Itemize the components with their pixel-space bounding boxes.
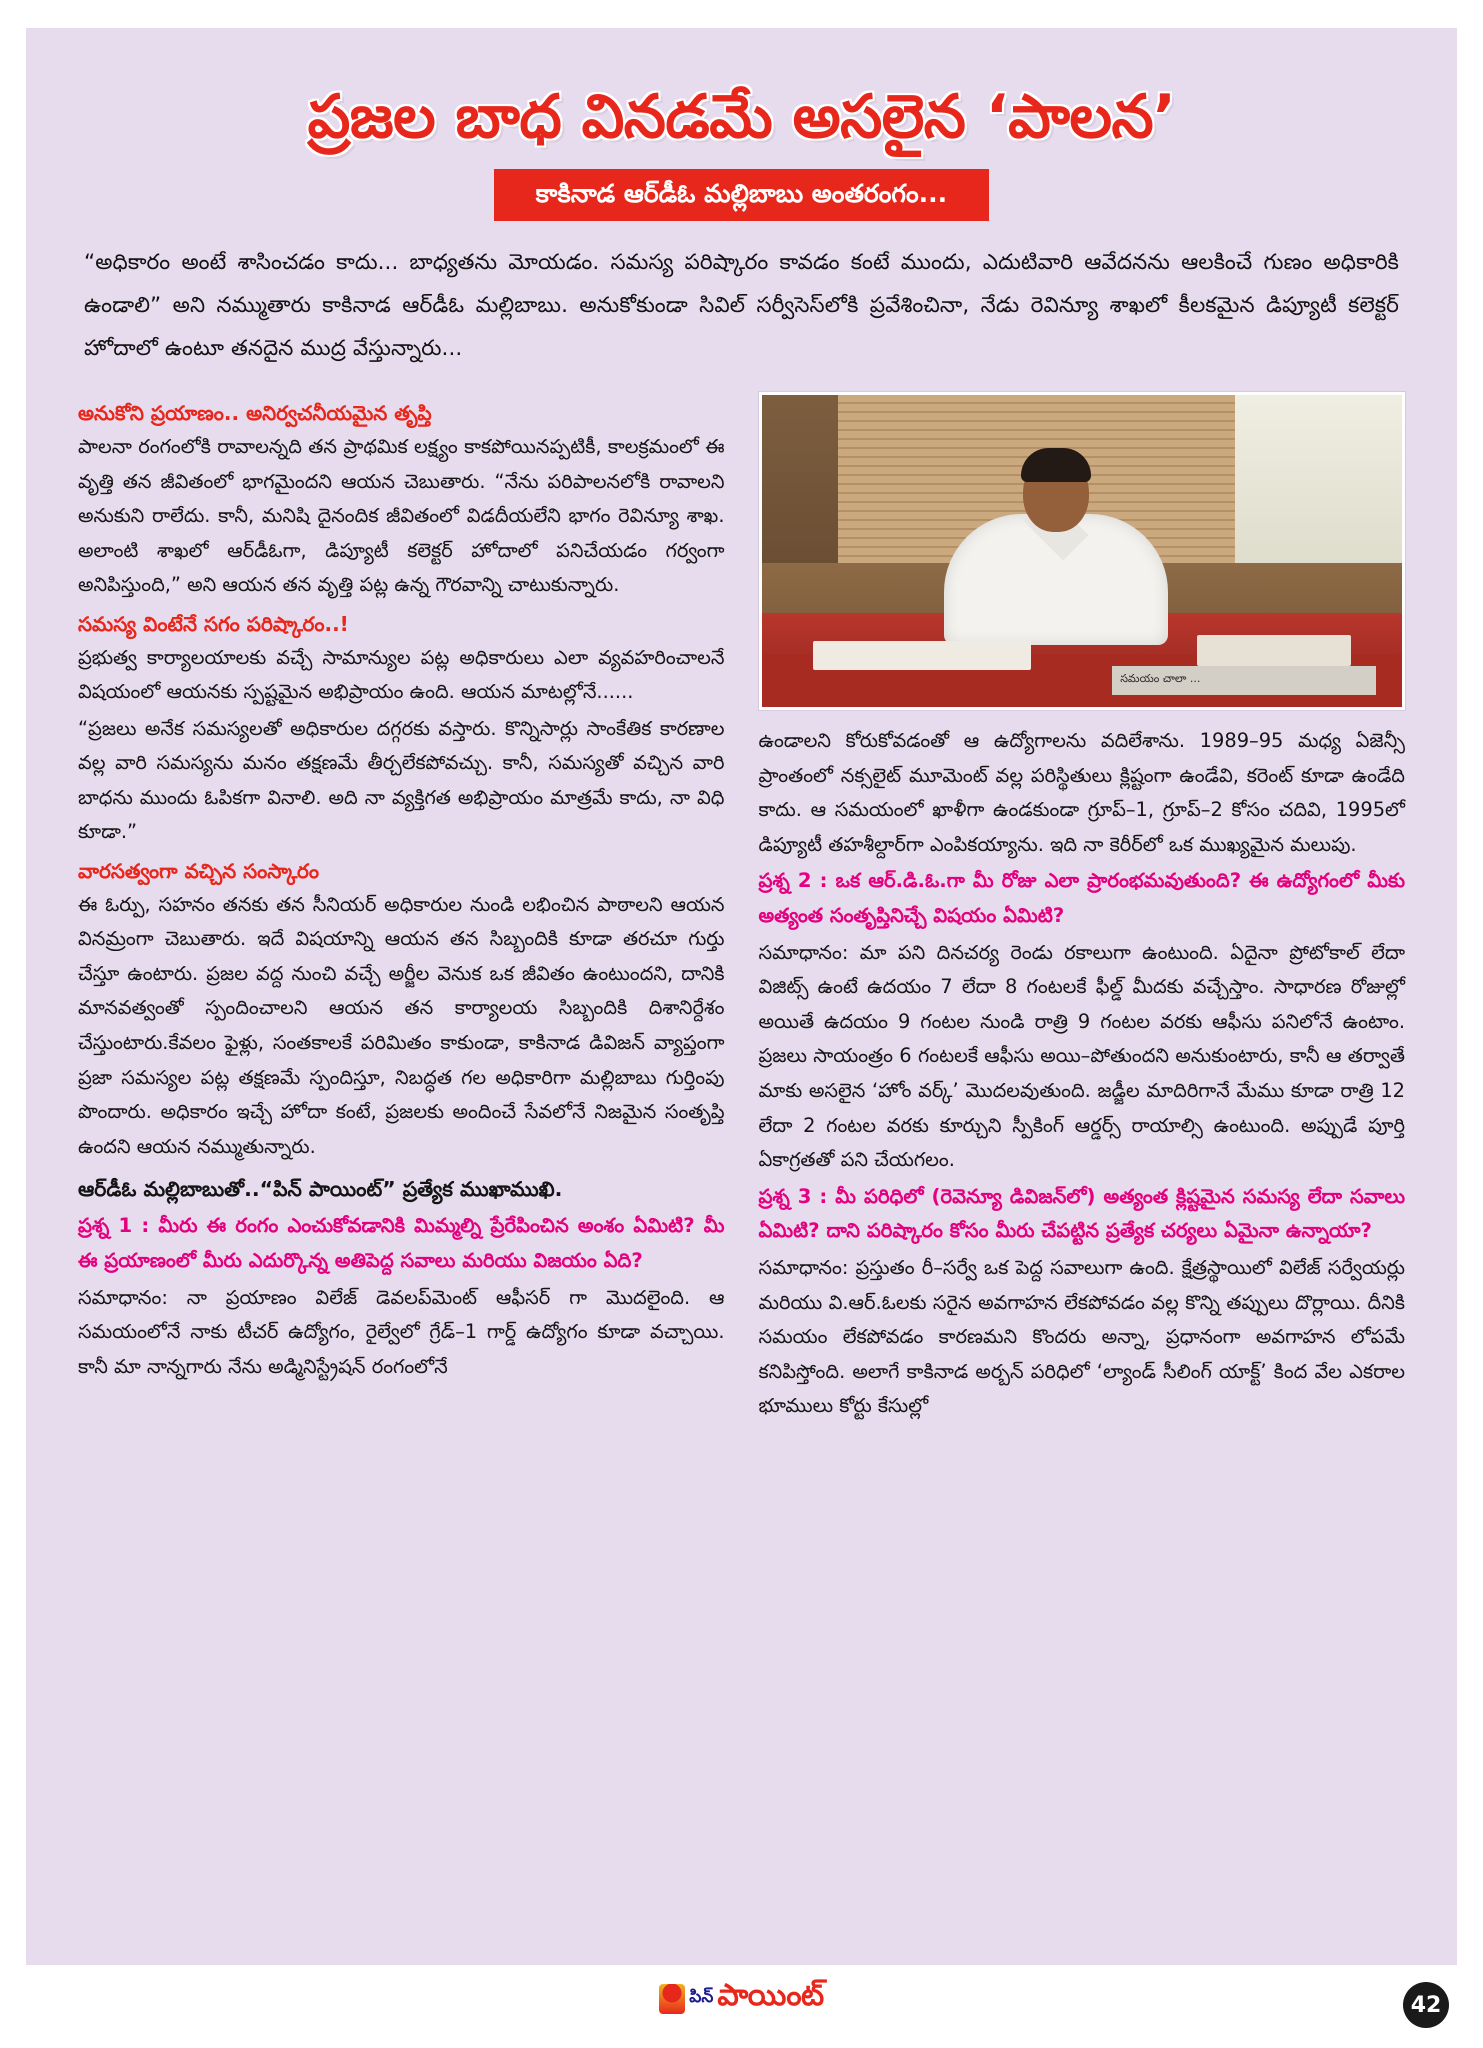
pin-icon — [659, 1984, 685, 2014]
page-number-badge: 42 — [1403, 1982, 1449, 2028]
subhead-heritage: వారసత్వంగా వచ్చిన సంస్కారం — [78, 858, 319, 883]
subhead-listening: సమస్య వింటేనే సగం పరిష్కారం..! — [78, 611, 349, 636]
para-listening-1: ప్రభుత్వ కార్యాలయాలకు వచ్చే సామాన్యుల పట్ల అధికారులు ఎలా వ్యవహరించాలనే విషయంలో ఆయనకు స్పష్టమైన అభిప్రాయం ఉంది. ఆయన మాటల్లోనే...... — [78, 645, 725, 704]
intro-paragraph: “అధికారం అంటే శాసించడం కాదు... బాధ్యతను మోయడం. సమస్య పరిష్కారం కావడం కంటే ముందు, ఎదుటివారి ఆవేదనను ఆలకించే గుణం అధికారికి ఉండాలి” అని నమ్ముతారు కాకినాడ ఆర్‌డీఓ మల్లిబాబు. అనుకోకుండా సివిల్ సర్వీసెస్‌లోకి ప్రవేశించినా, నేడు రెవిన్యూ శాఖలో కీలకమైన డిప్యూటీ కలెక్టర్ హోదాలో ఉంటూ తనదైన ముద్ర వేస్తున్నారు... — [84, 250, 1399, 361]
question-3: ప్రశ్న 3 : మీ పరిధిలో (రెవెన్యూ డివిజన్‌లో) అత్యంత క్లిష్టమైన సమస్య లేదా సవాలు ఏమిటి? దాని పరిష్కారం కోసం మీరు చేపట్టిన ప్రత్యేక చర్యలు ఏమైనా ఉన్నాయా? — [758, 1184, 1405, 1243]
lead-interview: ఆర్‌డీఓ మల్లిబాబుతో..“పిన్ పాయింట్” ప్రత్యేక ముఖాముఖి. — [78, 1177, 563, 1202]
answer-3: సమాధానం: ప్రస్తుతం రీ–సర్వే ఒక పెద్ద సవాలుగా ఉంది. క్షేత్రస్థాయిలో విలేజ్ సర్వేయర్లు మరియు వి.ఆర్.ఓలకు సరైన అవగాహన లేకపోవడం వల్ల కొన్ని తప్పులు దొర్లాయి. దీనికి సమయం లేకపోవడం కారణమని కొందరు అన్నా, ప్రధానంగా అవగాహన లోపమే కనిపిస్తోంది. అలాగే కాకినాడ అర్బన్ పరిధిలో ‘ల్యాండ్ సీలింగ్ యాక్ట్’ కింద వేల ఎకరాల భూములు కోర్టు కేసుల్లో — [758, 1256, 1405, 1418]
subtitle-banner: కాకినాడ ఆర్‌డీఓ మల్లిబాబు అంతరంగం... — [494, 169, 989, 221]
answer-1-cont: ఉండాలని కోరుకోవడంతో ఆ ఉద్యోగాలను వదిలేశాను. 1989–95 మధ్య ఏజెన్సీ ప్రాంతంలో నక్సలైట్ మూమెంట్ వల్ల పరిస్థితులు క్లిష్టంగా ఉండేవి, కరెంట్ కూడా ఉండేది కాదు. ఆ సమయంలో ఖాళీగా ఉండకుండా గ్రూప్–1, గ్రూప్–2 కోసం చదివి, 1995లో డిప్యూటీ తహశీల్దార్‌గా ఎంపికయ్యాను. ఇది నా కెరీర్‌లో ఒక ముఖ్యమైన మలుపు. — [758, 729, 1405, 856]
photo-window-right — [1235, 395, 1402, 563]
right-column — [759, 392, 1406, 2030]
subtitle-banner-wrap — [78, 169, 1405, 221]
officer-photo — [759, 392, 1406, 710]
page-headline: ప్రజల బాధ వినడమే అసలైన ‘పాలన’ — [307, 82, 1176, 152]
para-listening-2: “ప్రజలు అనేక సమస్యలతో అధికారుల దగ్గరకు వస్తారు. కొన్నిసార్లు సాంకేతిక కారణాల వల్ల వారి సమస్యను మనం తక్షణమే తీర్చలేకపోవచ్చు. కానీ, సమస్యతో వచ్చిన వారి బాధను ముందు ఓపికగా వినాలి. అది నా వ్యక్తిగత అభిప్రాయం మాత్రమే కాదు, నా విధి కూడా.” — [78, 716, 725, 844]
subhead-journey: అనుకోని ప్రయాణం.. అనిర్వచనీయమైన తృప్తి — [78, 401, 432, 425]
body-columns — [78, 392, 1405, 2030]
photo-desk-plate: సమయం చాలా ... — [1112, 666, 1376, 694]
para-heritage: ఈ ఓర్పు, సహనం తనకు తన సీనియర్ అధికారుల నుండి లభించిన పాఠాలని ఆయన వినమ్రంగా చెబుతారు. ఇదే విషయాన్ని ఆయన తన సిబ్బందికి కూడా తరచూ గుర్తు చేస్తూ ఉంటారు. ప్రజల వద్ద నుంచి వచ్చే అర్జీల వెనుక ఒక జీవితం ఉంటుందని, దానికి మానవత్వంతో స్పందించాలని ఆయన తన కార్యాలయ సిబ్బందికి దిశానిర్దేశం చేస్తుంటారు.కేవలం ఫైళ్లు, సంతకాలకే పరిమితం కాకుండా, కాకినాడ డివిజన్ వ్యాప్తంగా ప్రజా సమస్యల పట్ల తక్షణమే స్పందిస్తూ, నిబద్ధత గల అధికారిగా మల్లిబాబు గుర్తింపు పొందారు. అధికారం ఇచ్చే హోదా కంటే, ప్రజలకు అందించే సేవలోనే నిజమైన సంతృప్తి ఉందని ఆయన నమ్ముతున్నారు. — [78, 892, 725, 1158]
answer-2: సమాధానం: మా పని దినచర్య రెండు రకాలుగా ఉంటుంది. ఏదైనా ప్రోటోకాల్ లేదా విజిట్స్ ఉంటే ఉదయం 7 లేదా 8 గంటలకే ఫీల్డ్ మీదకు వచ్చేస్తాం. సాధారణ రోజుల్లో అయితే ఉదయం 9 గంటల నుండి రాత్రి 9 గంటల వరకు ఆఫీసు పనిలోనే ఉంటాం. ప్రజలు సాయంత్రం 6 గంటలకే ఆఫీసు అయి–పోతుందని అనుకుంటారు, కానీ ఆ తర్వాతే మాకు అసలైన ‘హోం వర్క్’ మొదలవుతుంది. జడ్జీల మాదిరిగానే మేము కూడా రాత్రి 12 లేదా 2 గంటల వరకు కూర్చుని స్పీకింగ్ ఆర్డర్స్ రాయాల్సి ఉంటుంది. అప్పుడే పూర్తి ఏకాగ్రతతో పని చేయగలం. — [758, 940, 1405, 1172]
page-sheet — [26, 28, 1457, 2030]
para-journey: పాలనా రంగంలోకి రావాలన్నది తన ప్రాథమిక లక్ష్యం కాకపోయినప్పటికీ, కాలక్రమంలో ఈ వృత్తి తన జీవితంలో భాగమైందని ఆయన చెబుతారు. “నేను పరిపాలనలోకి రావాలని అనుకుని రాలేదు. కానీ, మనిషి దైనందిక జీవితంలో విడదీయలేని భాగం రెవిన్యూ శాఖ. అలాంటి శాఖలో ఆర్‌డీఓగా, డిప్యూటీ కలెక్టర్ హోదాలో పనిచేయడం గర్వంగా అనిపిస్తుంది,” అని ఆయన తన వృత్తి పట్ల ఉన్న గౌరవాన్ని చాటుకున్నారు. — [78, 435, 725, 597]
pinpoint-logo — [659, 1978, 823, 2020]
left-column — [78, 392, 725, 2030]
photo-papers-left — [813, 641, 1031, 669]
logo-point-text: పాయింట్ — [717, 1978, 824, 2013]
page-footer — [26, 1968, 1457, 2030]
answer-1: సమాధానం: నా ప్రయాణం విలేజ్ డెవలప్‌మెంట్ ఆఫీసర్ గా మొదలైంది. ఆ సమయంలోనే నాకు టీచర్ ఉద్యోగం, రైల్వేలో గ్రేడ్–1 గార్డ్ ఉద్యోగం కూడా వచ్చాయి. కానీ మా నాన్నగారు నేను అడ్మినిస్ట్రేషన్ రంగంలోనే — [78, 1285, 725, 1378]
photo-papers-right — [1197, 635, 1351, 666]
question-2: ప్రశ్న 2 : ఒక ఆర్.డి.ఓ.గా మీ రోజు ఎలా ప్రారంభమవుతుంది? ఈ ఉద్యోగంలో మీకు అత్యంత సంతృప్తినిచ్చే విషయం ఏమిటి? — [758, 869, 1405, 927]
question-1: ప్రశ్న 1 : మీరు ఈ రంగం ఎంచుకోవడానికి మిమ్మల్ని ప్రేరేపించిన అంశం ఏమిటి? మీ ఈ ప్రయాణంలో మీరు ఎదుర్కొన్న అతిపెద్ద సవాలు మరియు విజయం ఏది? — [78, 1214, 725, 1273]
logo-pin-text: పిన్ — [689, 1987, 714, 2007]
photo-wall-left — [762, 395, 839, 563]
